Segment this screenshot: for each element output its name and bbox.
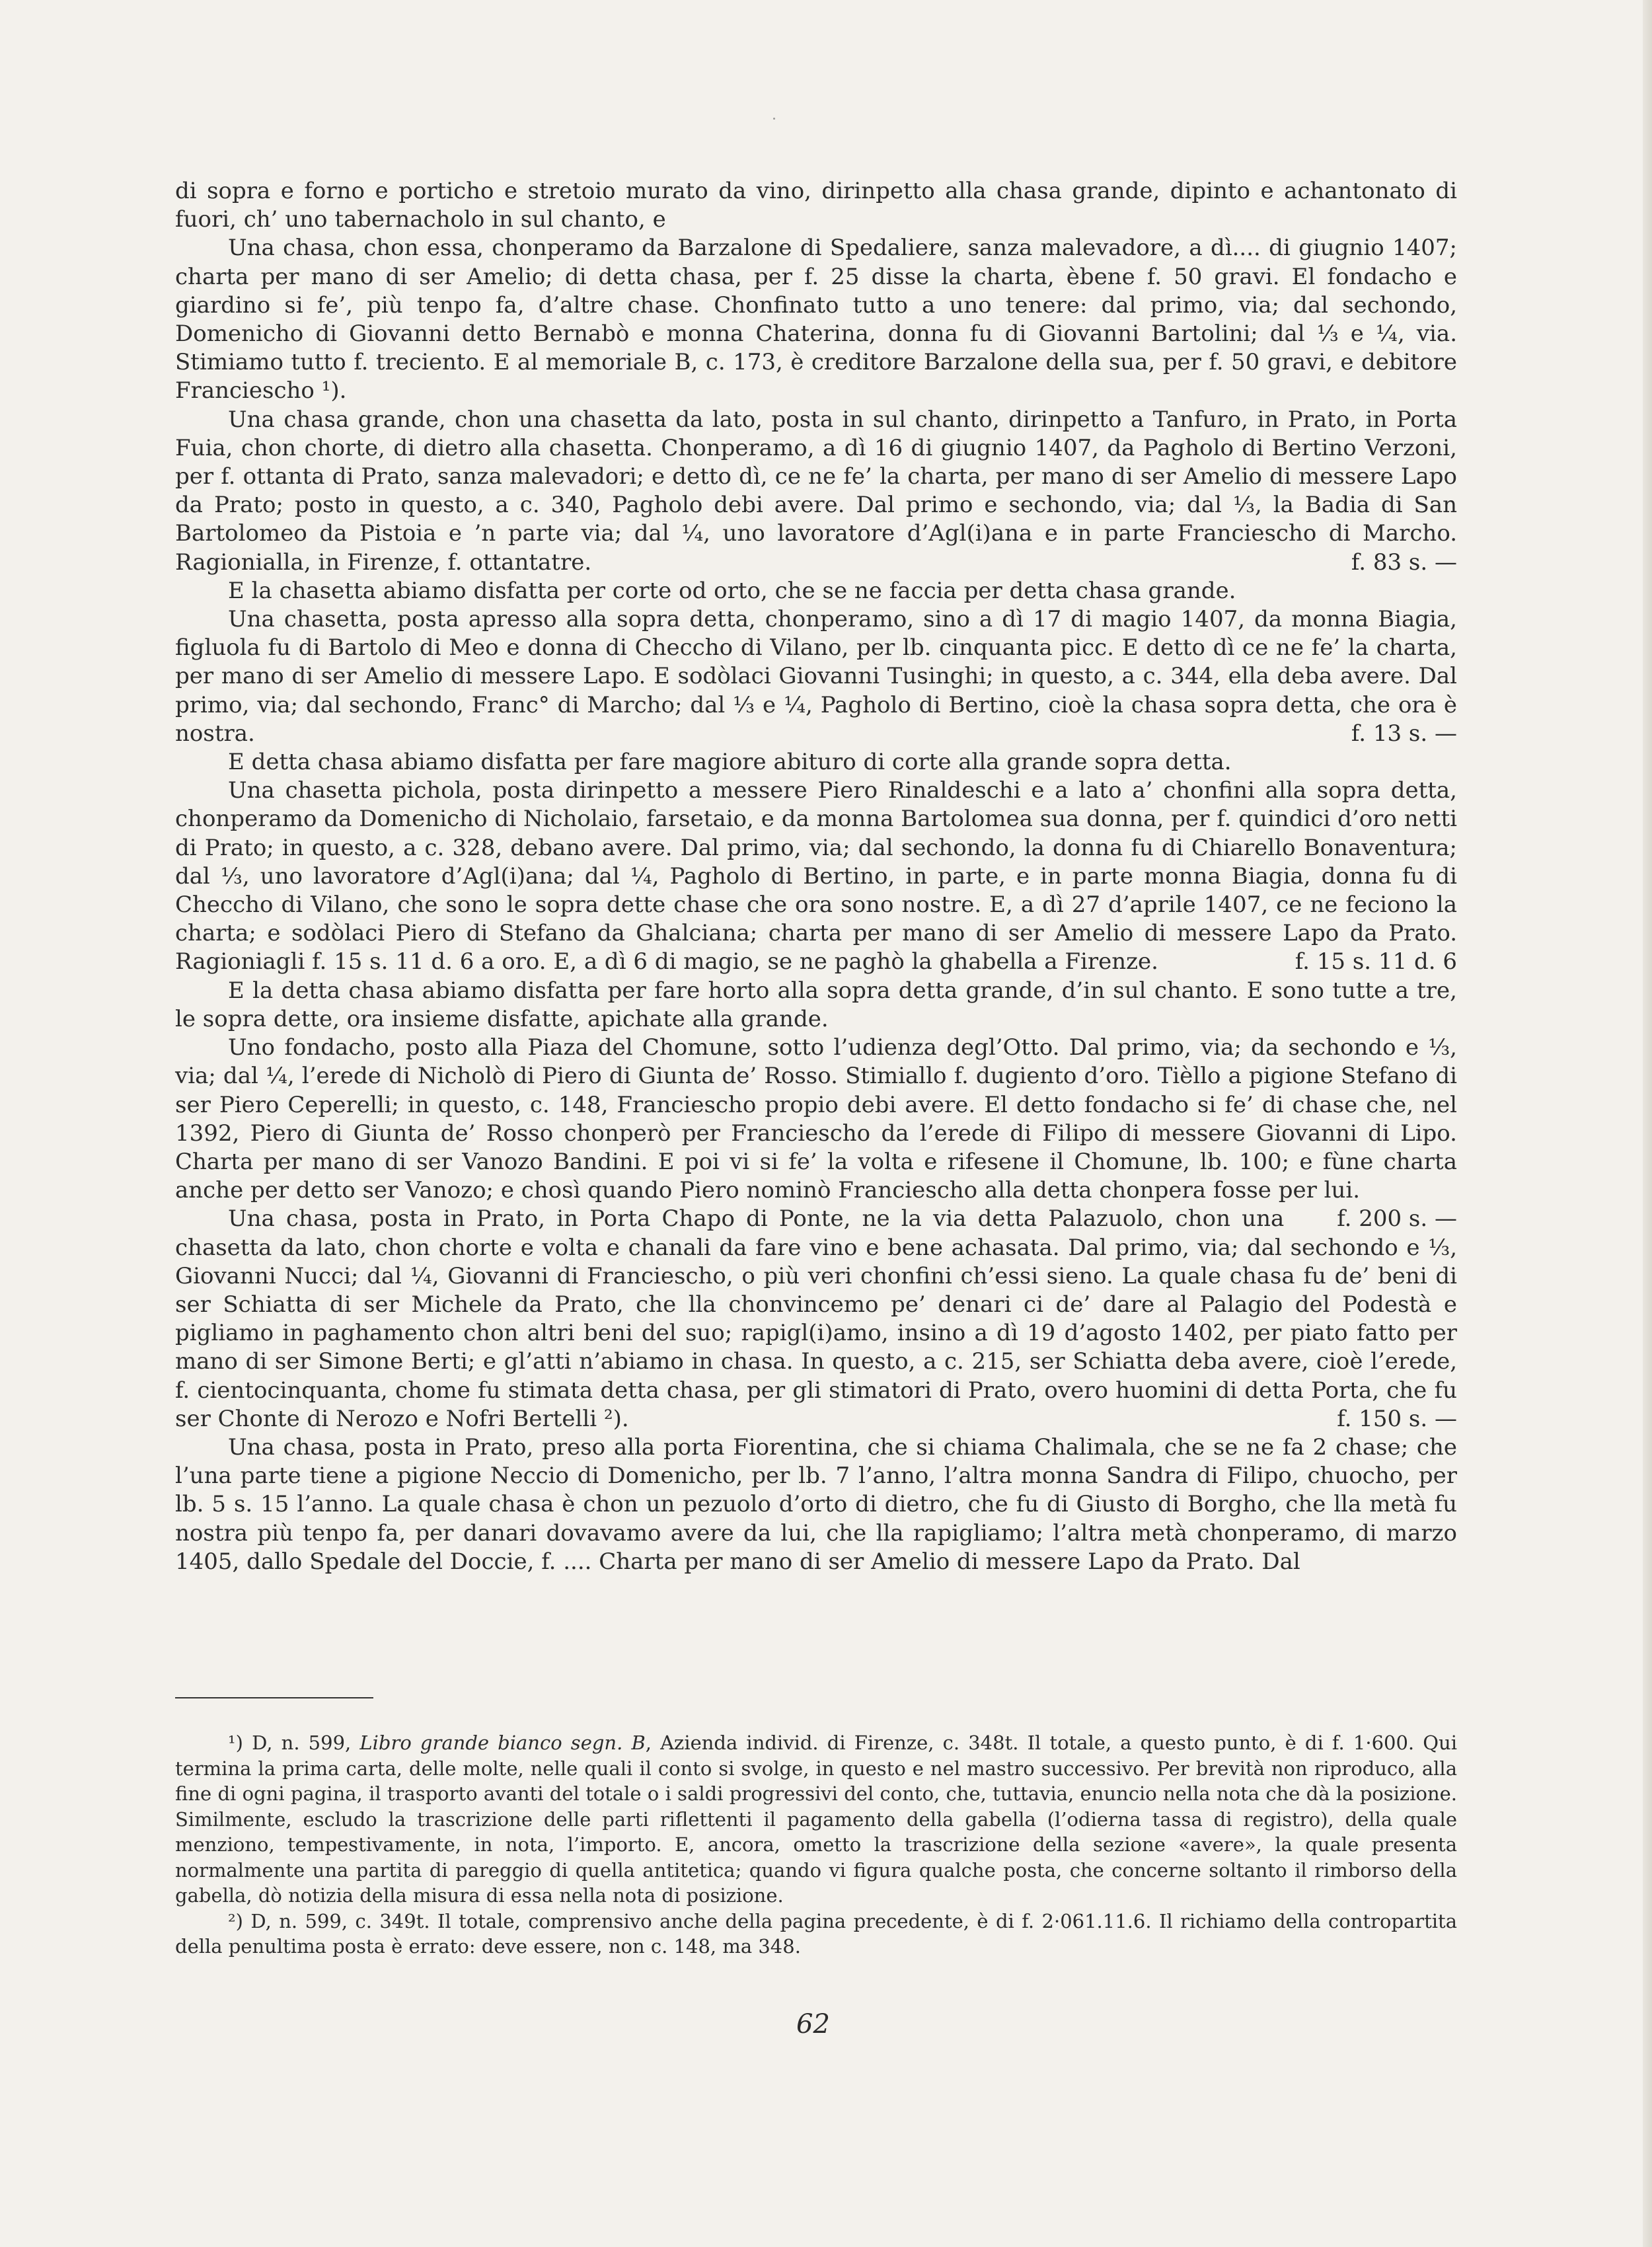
paragraph: Una chasa, posta in Prato, in Porta Chapo di Ponte, ne la via detta Palazuolo, chon una chasetta da lato, chon chorte e volta e chanali da fare vino e bene achasata. Dal primo, via; dal sechondo e ⅓, Giovanni Nucci; dal ¼, Giovanni di Franciescho, o più veri chonfini ch’essi sieno. La quale chasa fu de’ beni di ser Schiatta di ser Michele da Prato, che lla chonvincemo pe’ denari ci de’ dare al Palagio del Podestà e pigliamo in paghamento chon altri beni del suo; rapigl(i)amo, insino a dì 19 d’agosto 1402, per piato fatto per mano di ser Simone Berti; e gl’atti n’abiamo in chasa. In questo, a c. 215, ser Schiatta deba avere, cioè l’erede, f. cientocinquanta, chome fu stimata detta chasa, per gli stimatori di Prato, overo huomini di detta Porta, che fu ser Chonte di Nerozo e Nofri Bertelli ²). f. 150 s. — [175, 1205, 1457, 1433]
amount: f. 150 s. — [1337, 1405, 1457, 1432]
paragraph: Una chasa, chon essa, chonperamo da Barzalone di Spedaliere, sanza malevadore, a dì.... di giugnio 1407; charta per mano di ser Amelio; di detta chasa, per f. 25 disse la charta, èbene f. 50 gravi. El fondacho e giardino si fe’, più tenpo fa, d’altre chase. Chonfinato tutto a uno tenere: dal primo, via; dal sechondo, Domenicho di Giovanni detto Bernabò e monna Chaterina, donna fu di Giovanni Bartolini; dal ⅓ e ¼, via. Stimiamo tutto f. treciento. E al memoriale B, c. 173, è creditore Barzalone della sua, per f. 50 gravi, e debitore Franciescho ¹). [175, 235, 1457, 404]
paragraph: Una chasetta pichola, posta dirinpetto a messere Piero Rinaldeschi e a lato a’ chonfini alla sopra detta, chonperamo da Domenicho di Nicholaio, farsetaio, e da monna Bartolomea sua donna, per f. quindici d’oro netti di Prato; in questo, a c. 328, debano avere. Dal primo, via; dal sechondo, la donna fu di Chiarello Bonaventura; dal ⅓, uno lavoratore d’Agl(i)ana; dal ¼, Pagholo di Bertino, in parte, e in parte monna Biagia, donna fu di Checcho di Vilano, che sono le sopra dette chase che ora sono nostre. E, a dì 27 d’aprile 1407, ce ne feciono la charta; e sodòlaci Piero di Stefano da Ghalciana; charta per mano di ser Amelio di messere Lapo da Prato. Ragioniagli f. 15 s. 11 d. 6 a oro. E, a dì 6 di magio, se ne paghò la ghabella a Firenze. f. 15 s. 11 d. 6 [175, 777, 1457, 976]
paragraph: E detta chasa abiamo disfatta per fare magiore abituro di corte alla grande sopra detta. [228, 749, 1232, 776]
amount: f. 83 s. — [1351, 549, 1457, 576]
paragraph: E la detta chasa abiamo disfatta per fare horto alla sopra detta grande, d’in sul chanto. E sono tutte a tre, le sopra dette, ora insieme disfatte, apichate alla grande. [175, 977, 1457, 1032]
footnotes [175, 1730, 1457, 1960]
paragraph: Uno fondacho, posto alla Piaza del Chomune, sotto l’udienza degl’Otto. Dal primo, via; da sechondo e ⅓, via; dal ¼, l’erede di Nicholò di Piero di Giunta de’ Rosso. Stimiallo f. dugiento d’oro. Tièllo a pigione Stefano di ser Piero Ceperelli; in questo, c. 148, Franciescho propio debi avere. El detto fondacho si fe’ di chase che, nel 1392, Piero di Giunta de’ Rosso chonperò per Franciescho da l’erede di Filipo di messere Giovanni di Lipo. Charta per mano di ser Vanozo Bandini. E poi vi si fe’ la volta e rifesene il Chomune, lb. 100; e fùne charta anche per detto ser Vanozo; e chosì quando Piero nominò Franciescho alla detta chonpera fosse per lui. f. 200 s. — [175, 1034, 1457, 1205]
main-text [175, 177, 1457, 1576]
paragraph: Una chasa, posta in Prato, preso alla porta Fiorentina, che si chiama Chalimala, che se ne fa 2 chase; che l’una parte tiene a pigione Neccio di Domenicho, per lb. 7 l’anno, l’altra monna Sandra di Filipo, chuocho, per lb. 5 s. 15 l’anno. La quale chasa è chon un pezuolo d’orto di dietro, che fu di Giusto di Borgho, che lla metà fu nostra più tenpo fa, per danari dovavamo avere da lui, che lla rapigliamo; l’altra metà chonperamo, di marzo 1405, dallo Spedale del Doccie, f. .... Charta per mano di ser Amelio di messere Lapo da Prato. Dal [175, 1433, 1457, 1575]
paragraph: di sopra e forno e porticho e stretoio murato da vino, dirinpetto alla chasa grande, dipinto e achantonato di fuori, ch’ uno tabernacholo in sul chanto, e [175, 178, 1457, 233]
paragraph: Una chasetta, posta apresso alla sopra detta, chonperamo, sino a dì 17 di magio 1407, da monna Biagia, figluola fu di Bartolo di Meo e donna di Checcho di Vilano, per lb. cinquanta picc. E detto dì ce ne fe’ la charta, per mano di ser Amelio di messere Lapo. E sodòlaci Giovanni Tusinghi; in questo, a c. 344, ella deba avere. Dal primo, via; dal sechondo, Franc° di Marcho; dal ⅓ e ¼, Pagholo di Bertino, cioè la chasa sopra detta, che ora è nostra. f. 13 s. — [175, 605, 1457, 748]
amount: f. 200 s. — [1337, 1205, 1457, 1233]
page-edge [1643, 0, 1652, 2247]
amount: f. 15 s. 11 d. 6 [1295, 948, 1457, 975]
footnote-mark: ²) [228, 1909, 243, 1932]
footnote: ²) D, n. 599, c. 349t. Il totale, comprensivo anche della pagina precedente, è di f. 2·061.11.6. Il richiamo della contropartita della penultima posta è errato: deve essere, non c. 148, ma 348. [175, 1909, 1457, 1958]
paragraph: E la chasetta abiamo disfatta per corte od orto, che se ne faccia per detta chasa grande. [228, 577, 1236, 604]
printer-mark [773, 118, 775, 120]
footnote-separator [175, 1697, 373, 1698]
footnote: ¹) D, n. 599, Libro grande bianco segn. B, Azienda individ. di Firenze, c. 348t. Il totale, a questo punto, è di f. 1·600. Qui termina la prima carta, delle molte, nelle quali il conto si svolge, in questo e nel mastro successivo. Per brevità non riproduco, alla fine di ogni pagina, il trasporto avanti del totale o i saldi progressivi del conto, che, tuttavia, enuncio nella nota che dà la posizione. Similmente, escludo la trascrizione delle parti riflettenti il pagamento della gabella (l’odierna tassa di registro), della quale menziono, tempestivamente, in nota, l’importo. E, ancora, ometto la trascrizione della sezione «avere», la quale presenta normalmente una partita di pareggio di quella antitetica; quando vi figura qualche posta, che concerne soltanto il rimborso della gabella, dò notizia della misura di essa nella nota di posizione. [175, 1732, 1457, 1907]
amount: f. 13 s. — [1351, 720, 1457, 747]
paragraph: Una chasa grande, chon una chasetta da lato, posta in sul chanto, dirinpetto a Tanfuro, in Prato, in Porta Fuia, chon chorte, di dietro alla chasetta. Chonperamo, a dì 16 di giugnio 1407, da Paghоlo di Bertino Verzoni, per f. ottanta di Prato, sanza malevadori; e detto dì, ce ne fe’ la charta, per mano di ser Amelio di messere Lapo da Prato; posto in questo, a c. 340, Pagholo debi avere. Dal primo e sechondo, via; dal ⅓, la Badia di San Bartolomeo da Pistoia e ’n parte via; dal ¼, uno lavoratore d’Agl(i)ana e in parte Franciescho di Marcho. Ragionialla, in Firenze, f. ottantatre. f. 83 s. — [175, 406, 1457, 577]
footnote-mark: ¹) [228, 1732, 243, 1754]
page-number: 62 [796, 2009, 830, 2039]
